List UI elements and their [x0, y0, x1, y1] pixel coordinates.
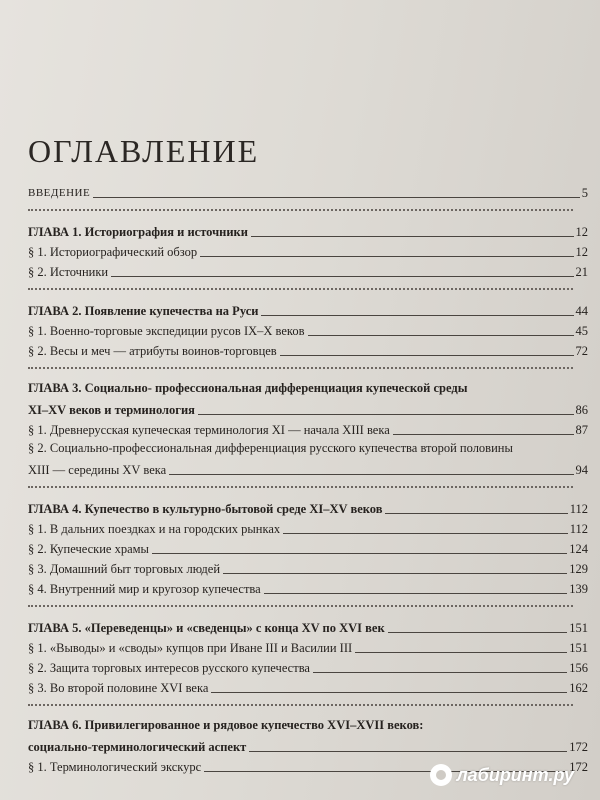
toc-chapter-1	[28, 221, 588, 241]
section-page: 129	[569, 562, 588, 576]
toc-section	[28, 419, 588, 439]
labirint-logo-icon	[430, 764, 452, 786]
section-label: § 2. Весы и меч — атрибуты воинов-торговцев	[28, 344, 277, 358]
leader-dots	[111, 276, 573, 277]
leader-dots	[223, 573, 567, 574]
section-label-line1: § 2. Социально-профессиональная дифференциация русского купечества второй половины	[28, 441, 513, 455]
watermark-text: лабиринт.ру	[456, 764, 574, 785]
toc-section	[28, 657, 588, 677]
toc-chapter-3	[28, 399, 588, 419]
chapter-title: ГЛАВА 4. Купечество в культурно-бытовой среде XI–XV веков	[28, 502, 383, 516]
section-page: 139	[569, 582, 588, 596]
section-page: 94	[575, 463, 588, 477]
section-page: 87	[575, 423, 588, 437]
section-label: § 1. Историографический обзор	[28, 245, 198, 259]
leader-dots	[152, 553, 567, 554]
toc-section	[28, 340, 588, 360]
chapter-page: 12	[575, 225, 588, 239]
toc-section	[28, 320, 588, 340]
chapter-page: 44	[575, 304, 588, 318]
leader-dots	[388, 632, 568, 633]
chapter-title: XI–XV веков и терминология	[28, 403, 195, 417]
chapter-divider	[28, 367, 573, 369]
show-through-text	[250, 0, 450, 120]
section-page: 45	[575, 324, 588, 338]
section-label: § 1. «Выводы» и «своды» купцов при Иване III и Василии III	[28, 641, 353, 655]
chapter-title-line1: ГЛАВА 6. Привилегированное и рядовое купечество XVI–XVII веков:	[28, 718, 424, 732]
toc-section	[28, 241, 588, 261]
section-label: § 2. Защита торговых интересов русского купечества	[28, 661, 310, 675]
section-label: § 1. Терминологический экскурс	[28, 760, 202, 774]
section-page: 162	[569, 681, 588, 695]
chapter-title: ГЛАВА 5. «Переведенцы» и «сведенцы» с конца XV по XVI век	[28, 621, 385, 635]
toc-section	[28, 637, 588, 657]
chapter-title: социально-терминологический аспект	[28, 740, 247, 754]
toc-chapter-6	[28, 736, 588, 756]
toc-chapter-2	[28, 300, 588, 320]
section-label: XIII — середины XV века	[28, 463, 167, 477]
page-title: ОГЛАВЛЕНИЕ	[28, 133, 260, 170]
toc-section	[28, 538, 588, 558]
section-label: § 1. В дальних поездках и на городских рынках	[28, 522, 281, 536]
leader-dots	[308, 335, 574, 336]
section-page: 12	[575, 245, 588, 259]
toc-section	[28, 578, 588, 598]
section-page: 172	[569, 760, 588, 774]
section-page: 124	[569, 542, 588, 556]
watermark	[430, 764, 574, 786]
section-page: 21	[575, 265, 588, 279]
leader-dots	[211, 692, 567, 693]
section-label: § 1. Древнерусская купеческая терминология XI — начала XIII века	[28, 423, 390, 437]
section-label: § 4. Внутренний мир и кругозор купечества	[28, 582, 261, 596]
toc-chapter-5	[28, 617, 588, 637]
leader-dots	[249, 751, 567, 752]
section-label: § 3. Во второй половине XVI века	[28, 681, 209, 695]
chapter-page: 151	[569, 621, 588, 635]
toc-section	[28, 459, 588, 479]
leader-dots	[198, 414, 574, 415]
chapter-page: 86	[575, 403, 588, 417]
chapter-title-line1: ГЛАВА 3. Социально- профессиональная дифференциация купеческой среды	[28, 381, 468, 395]
section-page: 156	[569, 661, 588, 675]
chapter-divider	[28, 486, 573, 488]
chapter-divider	[28, 605, 573, 607]
section-label: § 2. Источники	[28, 265, 109, 279]
chapter-title: ГЛАВА 2. Появление купечества на Руси	[28, 304, 259, 318]
leader-dots	[313, 672, 567, 673]
section-label: § 3. Домашний быт торговых людей	[28, 562, 221, 576]
toc-chapter-4	[28, 498, 588, 518]
chapter-divider	[28, 209, 573, 211]
leader-dots	[280, 355, 574, 356]
leader-dots	[264, 593, 568, 594]
leader-dots	[393, 434, 574, 435]
leader-dots	[355, 652, 567, 653]
leader-dots	[200, 256, 573, 257]
leader-dots	[169, 474, 573, 475]
chapter-page: 112	[569, 502, 588, 516]
toc-intro-page: 5	[581, 186, 588, 200]
section-label: § 2. Купеческие храмы	[28, 542, 149, 556]
leader-dots	[283, 533, 568, 534]
toc-intro	[28, 182, 588, 202]
section-page: 151	[569, 641, 588, 655]
chapter-divider	[28, 288, 573, 290]
toc-section	[28, 558, 588, 578]
section-page: 72	[575, 344, 588, 358]
chapter-divider	[28, 704, 573, 706]
toc-section	[28, 518, 588, 538]
toc-section	[28, 677, 588, 697]
section-page: 112	[569, 522, 588, 536]
section-label: § 1. Военно-торговые экспедиции русов IX–X веков	[28, 324, 305, 338]
toc-section	[28, 261, 588, 281]
table-of-contents	[28, 182, 588, 776]
leader-dots	[93, 197, 580, 198]
leader-dots	[261, 315, 573, 316]
leader-dots	[385, 513, 567, 514]
toc-intro-label: ВВЕДЕНИЕ	[28, 187, 91, 199]
chapter-title: ГЛАВА 1. Историография и источники	[28, 225, 248, 239]
leader-dots	[251, 236, 574, 237]
chapter-page: 172	[569, 740, 588, 754]
